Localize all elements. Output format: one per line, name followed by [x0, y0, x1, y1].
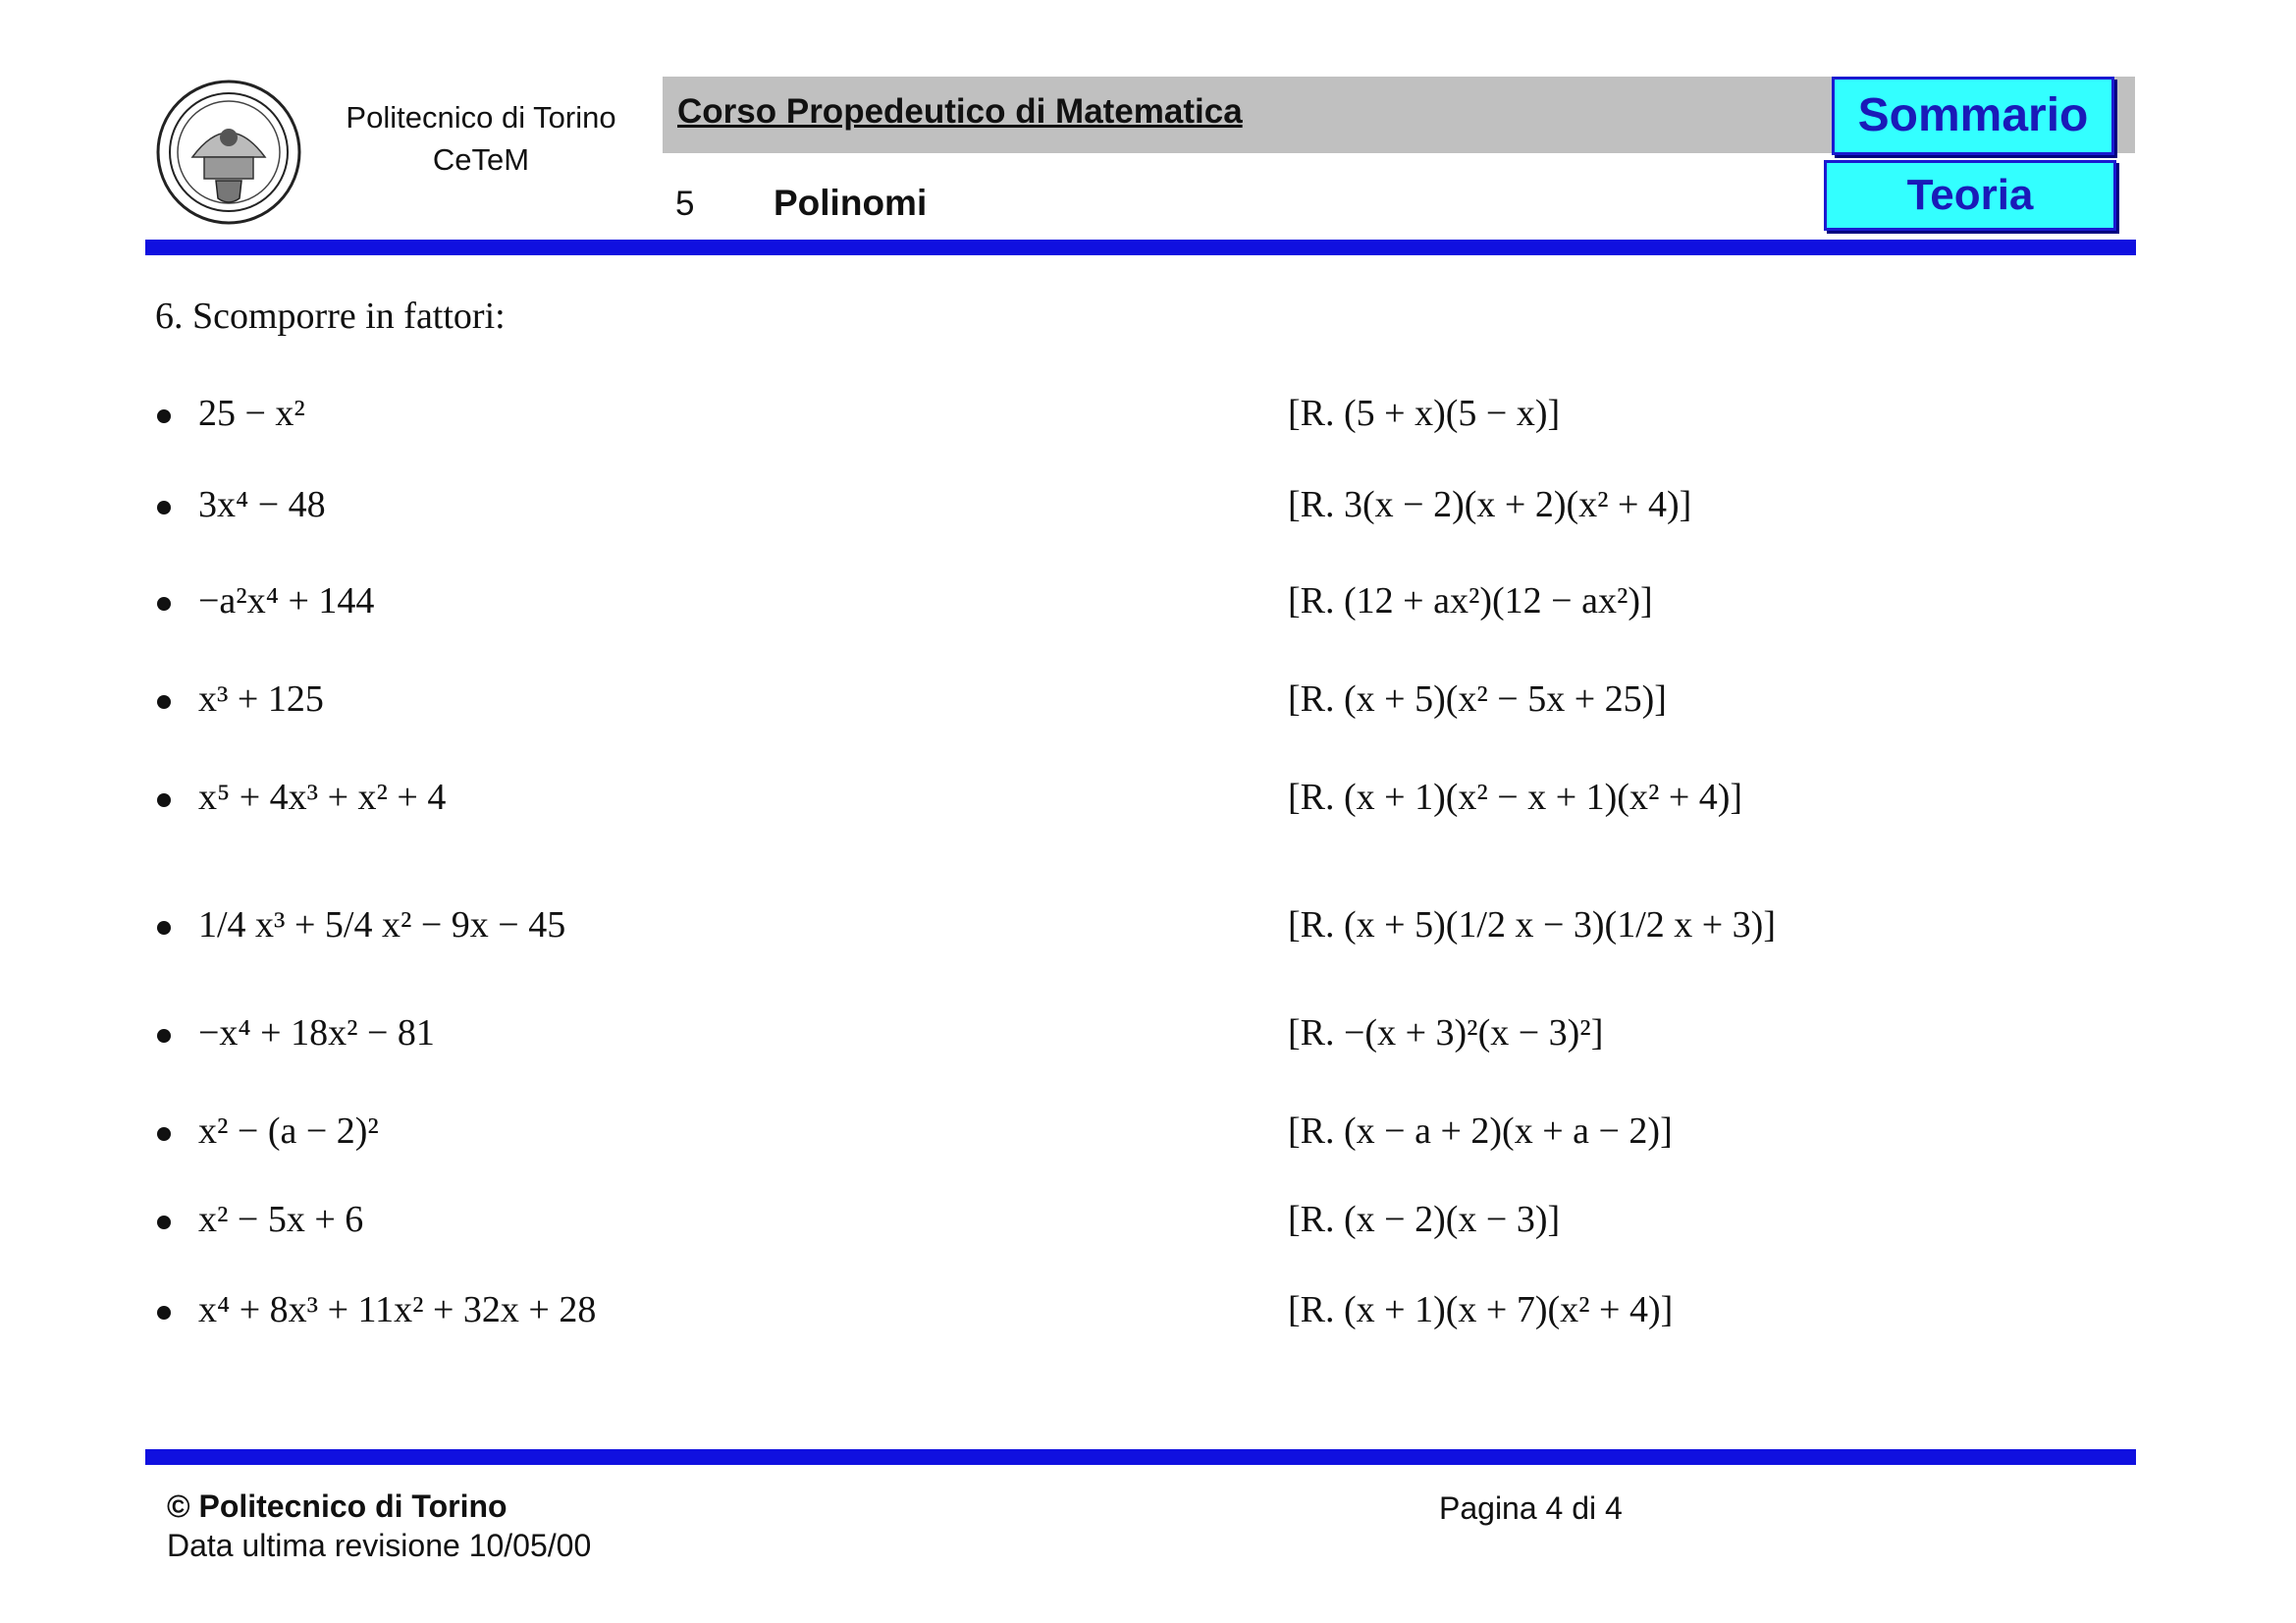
answer: [R. (x − 2)(x − 3)] [1288, 1199, 1561, 1240]
bullet-icon [157, 695, 171, 709]
bullet-icon [157, 793, 171, 807]
revision-date: Data ultima revisione 10/05/00 [167, 1528, 592, 1563]
exercise-item [0, 1007, 2296, 1066]
page-indicator: Pagina 4 di 4 [1439, 1490, 1623, 1526]
expression: x⁴ + 8x³ + 11x² + 32x + 28 [198, 1289, 597, 1330]
answer: [R. (x + 5)(x² − 5x + 25)] [1288, 678, 1667, 720]
sommario-button[interactable]: Sommario [1832, 77, 2114, 155]
expression: 1/4 x³ + 5/4 x² − 9x − 45 [198, 904, 566, 946]
exercise-item [0, 1106, 2296, 1164]
expression: x⁵ + 4x³ + x² + 4 [198, 777, 447, 818]
exercise-item [0, 674, 2296, 732]
expression: x³ + 125 [198, 678, 324, 720]
answer: [R. (x + 5)(1/2 x − 3)(1/2 x + 3)] [1288, 904, 1776, 946]
exercise-item [0, 1284, 2296, 1343]
exercise-item [0, 388, 2296, 447]
bullet-icon [157, 1127, 171, 1141]
expression: 3x⁴ − 48 [198, 484, 326, 525]
institution-name [314, 96, 648, 181]
chapter-number: 5 [675, 185, 695, 223]
course-title-link[interactable]: Corso Propedeutico di Matematica [677, 92, 1243, 131]
answer: [R. (12 + ax²)(12 − ax²)] [1288, 580, 1653, 622]
answer: [R. (x − a + 2)(x + a − 2)] [1288, 1110, 1673, 1152]
institution-line2: CeTeM [432, 142, 530, 177]
bullet-icon [157, 921, 171, 935]
expression: x² − (a − 2)² [198, 1110, 379, 1152]
answer: [R. −(x + 3)²(x − 3)²] [1288, 1012, 1604, 1054]
exercise-title: 6. Scomporre in fattori: [155, 296, 506, 337]
teoria-button[interactable]: Teoria [1824, 160, 2116, 231]
exercise-item [0, 874, 2296, 982]
institution-line1: Politecnico di Torino [346, 100, 616, 135]
answer: [R. (5 + x)(5 − x)] [1288, 393, 1561, 434]
bullet-icon [157, 409, 171, 423]
university-seal-icon [155, 79, 302, 226]
answer: [R. 3(x − 2)(x + 2)(x² + 4)] [1288, 484, 1692, 525]
exercise-item [0, 772, 2296, 831]
exercise-item [0, 1194, 2296, 1253]
copyright: © Politecnico di Torino [167, 1488, 507, 1524]
bullet-icon [157, 1029, 171, 1043]
answer: [R. (x + 1)(x² − x + 1)(x² + 4)] [1288, 777, 1743, 818]
expression: −a²x⁴ + 144 [198, 580, 375, 622]
expression: −x⁴ + 18x² − 81 [198, 1012, 435, 1054]
exercise-item [0, 479, 2296, 538]
footer-divider [145, 1449, 2136, 1465]
bullet-icon [157, 597, 171, 611]
bullet-icon [157, 1306, 171, 1320]
chapter-title: Polinomi [774, 183, 928, 223]
bullet-icon [157, 501, 171, 514]
expression: 25 − x² [198, 393, 305, 434]
answer: [R. (x + 1)(x + 7)(x² + 4)] [1288, 1289, 1674, 1330]
header-divider [145, 240, 2136, 255]
expression: x² − 5x + 6 [198, 1199, 364, 1240]
exercise-item [0, 575, 2296, 634]
bullet-icon [157, 1216, 171, 1229]
